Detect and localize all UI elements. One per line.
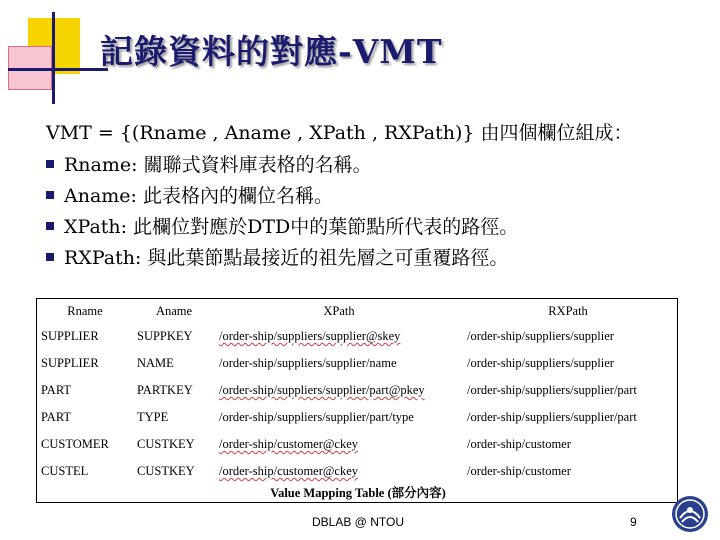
cell-rname: CUSTOMER: [41, 437, 109, 451]
cell-xpath: [215, 323, 463, 350]
cell-rname: SUPPLIER: [41, 356, 99, 370]
decor-horizontal-line: [8, 68, 108, 71]
university-logo-icon: [670, 494, 710, 534]
cell-xpath: [215, 458, 463, 485]
cell-rname: SUPPLIER: [41, 329, 99, 343]
decor-vertical-line: [52, 12, 55, 104]
value-mapping-table-box: [36, 298, 678, 503]
bullet-item: [46, 241, 518, 272]
intro-text: VMT = {(Rname , Aname , XPath , RXPath)} 由四個欄位組成：: [46, 122, 633, 144]
cell-aname: PARTKEY: [137, 383, 193, 397]
header-rname: Rname: [67, 303, 103, 318]
bullet-square-icon: [46, 253, 54, 261]
cell-xpath: [215, 377, 463, 404]
page-number: 9: [630, 515, 637, 529]
xpath-text: /order-ship/customer@ckey: [219, 437, 358, 451]
cell-aname: CUSTKEY: [137, 464, 195, 478]
xpath-text: /order-ship/suppliers/supplier/name: [219, 356, 397, 370]
bullet-list: [46, 148, 518, 272]
xpath-text: /order-ship/suppliers/supplier/part@pkey: [219, 383, 425, 397]
table-header-row: [37, 299, 673, 323]
table-caption: Value Mapping Table (部分內容): [270, 486, 446, 500]
bullet-text: Aname: 此表格內的欄位名稱。: [64, 185, 333, 207]
xpath-text: /order-ship/suppliers/supplier/part/type: [219, 410, 414, 424]
cell-rxpath: /order-ship/suppliers/supplier/part: [467, 410, 637, 424]
table-row: [37, 458, 673, 485]
cell-aname: CUSTKEY: [137, 437, 195, 451]
cell-rxpath: /order-ship/customer: [467, 437, 571, 451]
slide-title: 記錄資料的對應-VMT: [100, 32, 443, 71]
table-row: [37, 350, 673, 377]
header-rxpath: RXPath: [548, 303, 588, 318]
cell-rname: CUSTEL: [41, 464, 89, 478]
cell-rxpath: /order-ship/suppliers/supplier/part: [467, 383, 637, 397]
bullet-text: Rname: 關聯式資料庫表格的名稱。: [64, 154, 372, 176]
xpath-text: /order-ship/customer@ckey: [219, 464, 358, 478]
table-row: [37, 323, 673, 350]
bullet-text: RXPath: 與此葉節點最接近的祖先層之可重覆路徑。: [64, 247, 509, 269]
cell-rxpath: /order-ship/suppliers/supplier: [467, 329, 614, 343]
cell-rname: PART: [41, 383, 72, 397]
bullet-item: [46, 210, 518, 241]
bullet-square-icon: [46, 191, 54, 199]
cell-xpath: [215, 350, 463, 377]
cell-xpath: [215, 431, 463, 458]
cell-rname: PART: [41, 410, 72, 424]
cell-aname: TYPE: [137, 410, 169, 424]
footer-text: DBLAB @ NTOU: [312, 515, 404, 529]
cell-aname: SUPPKEY: [137, 329, 193, 343]
bullet-square-icon: [46, 222, 54, 230]
bullet-item: [46, 148, 518, 179]
header-aname: Aname: [155, 303, 193, 318]
cell-rxpath: /order-ship/customer: [467, 464, 571, 478]
value-mapping-table: [37, 299, 673, 485]
cell-aname: NAME: [137, 356, 174, 370]
bullet-square-icon: [46, 160, 54, 168]
cell-rxpath: /order-ship/suppliers/supplier: [467, 356, 614, 370]
table-row: [37, 404, 673, 431]
table-row: [37, 377, 673, 404]
xpath-text: /order-ship/suppliers/supplier@skey: [219, 329, 401, 343]
table-row: [37, 431, 673, 458]
cell-xpath: [215, 404, 463, 431]
bullet-item: [46, 179, 518, 210]
header-xpath: XPath: [323, 303, 355, 318]
bullet-text: XPath: 此欄位對應於DTD中的葉節點所代表的路徑。: [64, 216, 519, 238]
